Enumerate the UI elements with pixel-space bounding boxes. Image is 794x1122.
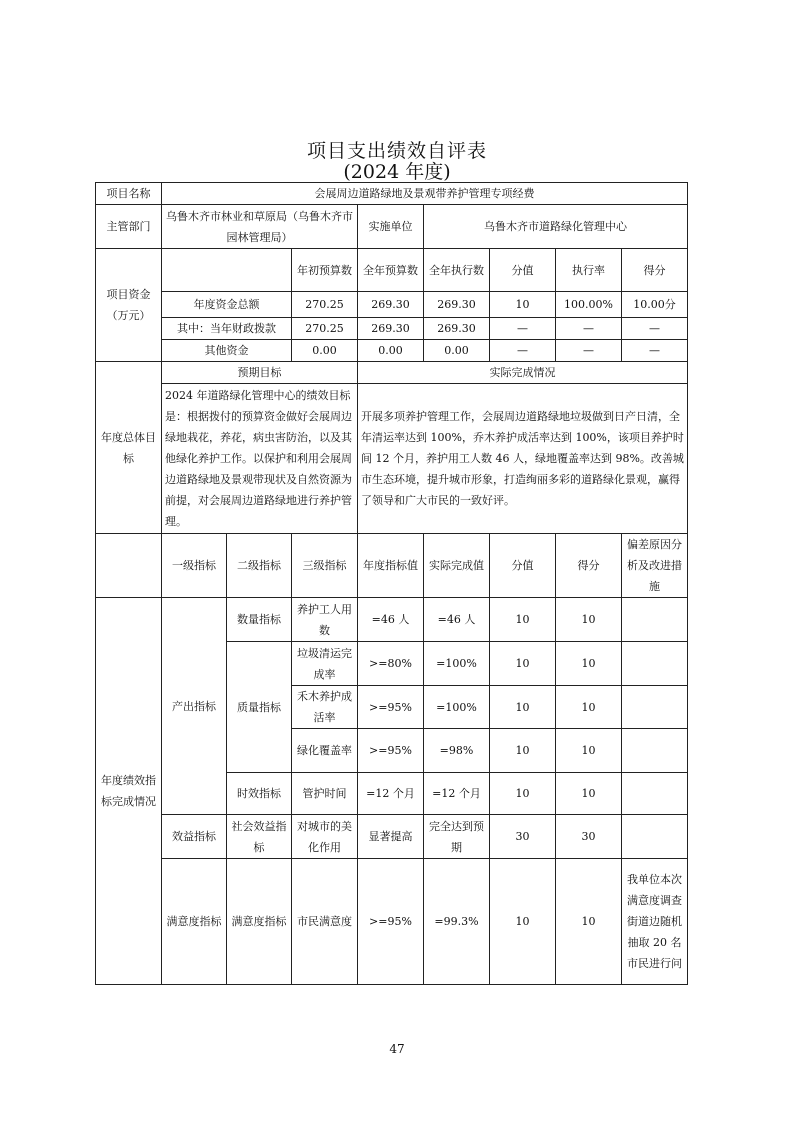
- score-cell: 10: [556, 773, 622, 815]
- funds-cell: 270.25: [292, 318, 358, 340]
- note-cell: [622, 773, 688, 815]
- expected-goal-header: 预期目标: [162, 362, 358, 384]
- indicator-header: 实际完成值: [424, 534, 490, 598]
- score-value-cell: 10: [490, 598, 556, 642]
- target-cell: =46 人: [358, 598, 424, 642]
- indicator-header: 分值: [490, 534, 556, 598]
- funds-cell: 269.30: [358, 318, 424, 340]
- level1-satisfaction: 满意度指标: [162, 859, 227, 985]
- indicator-row: [96, 859, 688, 985]
- funds-cell: 10.00分: [622, 292, 688, 318]
- funds-blank-header: [162, 249, 292, 292]
- indicators-section-label: 年度绩效指标完成情况: [96, 598, 162, 985]
- indicator-header: 得分: [556, 534, 622, 598]
- actual-result-header: 实际完成情况: [358, 362, 688, 384]
- note-cell: [622, 815, 688, 859]
- funds-cell: 269.30: [424, 292, 490, 318]
- funds-row: [96, 292, 688, 318]
- funds-row-label: 年度资金总额: [162, 292, 292, 318]
- actual-cell: =99.3%: [424, 859, 490, 985]
- funds-row-label: 其他资金: [162, 340, 292, 362]
- target-cell: =12 个月: [358, 773, 424, 815]
- level3-cell: 绿化覆盖率: [292, 729, 358, 773]
- score-cell: 10: [556, 598, 622, 642]
- funds-header: 执行率: [556, 249, 622, 292]
- level3-cell: 禾木养护成活率: [292, 686, 358, 729]
- level2-social: 社会效益指标: [227, 815, 292, 859]
- target-cell: 显著提高: [358, 815, 424, 859]
- note-cell: [622, 729, 688, 773]
- funds-cell: —: [556, 340, 622, 362]
- level3-cell: 垃圾清运完成率: [292, 642, 358, 686]
- indicator-row: [96, 598, 688, 642]
- funds-header: 年初预算数: [292, 249, 358, 292]
- funds-cell: —: [490, 340, 556, 362]
- funds-header: 分值: [490, 249, 556, 292]
- score-value-cell: 10: [490, 642, 556, 686]
- score-value-cell: 10: [490, 729, 556, 773]
- document-title: 项目支出绩效自评表: [306, 140, 487, 162]
- level2-satisfaction: 满意度指标: [227, 859, 292, 985]
- actual-result-text: 开展多项养护管理工作，会展周边道路绿地垃圾做到日产日清，全年清运率达到 100%，乔木养护成活率达到 100%，该项目养护时间 12 个月，养护用工人数 46 人，绿地覆盖率达到 98%。改善城市生态环境，提升城市形象，打造绚丽多彩的道路绿化景观，赢得了领导和广大市民的一致好评。: [358, 384, 688, 534]
- impl-label: 实施单位: [358, 205, 424, 249]
- funds-cell: 100.00%: [556, 292, 622, 318]
- level2-timeliness: 时效指标: [227, 773, 292, 815]
- department-row: [96, 205, 688, 249]
- score-cell: 10: [556, 642, 622, 686]
- indicator-header: 年度指标值: [358, 534, 424, 598]
- target-cell: >=95%: [358, 686, 424, 729]
- funds-cell: 0.00: [292, 340, 358, 362]
- level2-quality: 质量指标: [227, 642, 292, 773]
- funds-row-label: 其中：当年财政拨款: [162, 318, 292, 340]
- funds-header: 全年预算数: [358, 249, 424, 292]
- funds-cell: 270.25: [292, 292, 358, 318]
- target-cell: >=95%: [358, 859, 424, 985]
- funds-cell: —: [622, 340, 688, 362]
- impl-value: 乌鲁木齐市道路绿化管理中心: [424, 205, 688, 249]
- dept-label: 主管部门: [96, 205, 162, 249]
- level3-cell: 养护工人用数: [292, 598, 358, 642]
- note-cell: 我单位本次满意度调查街道边随机抽取 20 名市民进行问: [622, 859, 688, 985]
- score-cell: 10: [556, 686, 622, 729]
- score-value-cell: 10: [490, 773, 556, 815]
- page-number: 47: [389, 1042, 405, 1056]
- note-cell: [622, 598, 688, 642]
- indicator-blank-header: [96, 534, 162, 598]
- indicator-header: 一级指标: [162, 534, 227, 598]
- goals-section-label: 年度总体目标: [96, 362, 162, 534]
- indicator-header: 三级指标: [292, 534, 358, 598]
- level2-quantity: 数量指标: [227, 598, 292, 642]
- goals-text-row: [96, 384, 688, 534]
- score-value-cell: 30: [490, 815, 556, 859]
- funds-row: [96, 318, 688, 340]
- funds-section-label: 项目资金（万元）: [96, 249, 162, 362]
- indicator-row: [96, 815, 688, 859]
- project-name-row: [96, 183, 688, 205]
- funds-header-row: [96, 249, 688, 292]
- funds-cell: 269.30: [358, 292, 424, 318]
- document-subtitle: (2024 年度): [343, 161, 451, 183]
- indicator-header-row: [96, 534, 688, 598]
- funds-cell: —: [556, 318, 622, 340]
- score-value-cell: 10: [490, 686, 556, 729]
- funds-header: 得分: [622, 249, 688, 292]
- level3-cell: 市民满意度: [292, 859, 358, 985]
- note-cell: [622, 686, 688, 729]
- funds-cell: —: [622, 318, 688, 340]
- expected-goal-text: 2024 年道路绿化管理中心的绩效目标是：根据拨付的预算资金做好会展周边绿地栽花，养花，病虫害防治，以及其他绿化养护工作。以保护和利用会展周边道路绿地及景观带现状及自然资源为前提，对会展周边道路绿地进行养护管理。: [162, 384, 358, 534]
- actual-cell: =100%: [424, 686, 490, 729]
- level3-cell: 管护时间: [292, 773, 358, 815]
- actual-cell: =98%: [424, 729, 490, 773]
- target-cell: >=95%: [358, 729, 424, 773]
- actual-cell: =12 个月: [424, 773, 490, 815]
- funds-header: 全年执行数: [424, 249, 490, 292]
- level1-output: 产出指标: [162, 598, 227, 815]
- funds-cell: 0.00: [424, 340, 490, 362]
- score-cell: 10: [556, 859, 622, 985]
- level1-benefit: 效益指标: [162, 815, 227, 859]
- actual-cell: =100%: [424, 642, 490, 686]
- indicator-header: 二级指标: [227, 534, 292, 598]
- funds-cell: —: [490, 318, 556, 340]
- funds-cell: 269.30: [424, 318, 490, 340]
- funds-cell: 0.00: [358, 340, 424, 362]
- performance-table: [95, 182, 688, 985]
- indicator-header: 偏差原因分析及改进措施: [622, 534, 688, 598]
- funds-cell: 10: [490, 292, 556, 318]
- level3-cell: 对城市的美化作用: [292, 815, 358, 859]
- project-name-label: 项目名称: [96, 183, 162, 205]
- score-cell: 10: [556, 729, 622, 773]
- actual-cell: 完全达到预期: [424, 815, 490, 859]
- funds-row: [96, 340, 688, 362]
- goals-header-row: [96, 362, 688, 384]
- actual-cell: =46 人: [424, 598, 490, 642]
- score-cell: 30: [556, 815, 622, 859]
- project-name-value: 会展周边道路绿地及景观带养护管理专项经费: [162, 183, 688, 205]
- target-cell: >=80%: [358, 642, 424, 686]
- dept-value: 乌鲁木齐市林业和草原局（乌鲁木齐市园林管理局）: [162, 205, 358, 249]
- score-value-cell: 10: [490, 859, 556, 985]
- note-cell: [622, 642, 688, 686]
